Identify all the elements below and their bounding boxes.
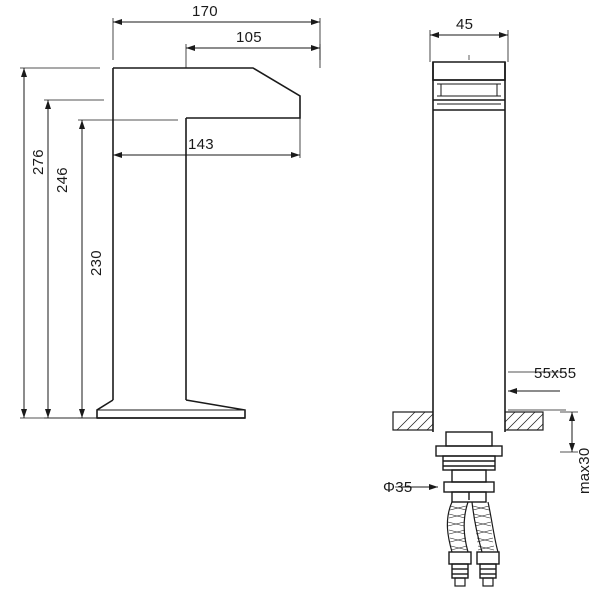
hose-braid — [448, 506, 494, 550]
dim-label-276: 276 — [30, 149, 47, 175]
hose-tips — [455, 578, 493, 586]
dim-55x55-line — [508, 388, 560, 394]
flexible-hoses — [447, 502, 498, 552]
hose-fittings — [449, 552, 499, 578]
side-tap-outline — [433, 62, 505, 410]
dim-label-55x55: 55x55 — [534, 365, 577, 382]
dim-label-phi35: Φ35 — [383, 479, 413, 496]
dim-230-line — [79, 120, 85, 418]
dim-276-line — [21, 68, 27, 418]
dim-label-230: 230 — [88, 250, 105, 276]
dim-246-line — [45, 100, 51, 418]
dim-label-105: 105 — [236, 29, 262, 46]
dim-max30-line — [569, 412, 575, 452]
side-handle-detail — [437, 84, 501, 104]
front-tap-outline — [97, 68, 300, 418]
front-extension-lines — [20, 18, 320, 418]
dim-label-246: 246 — [54, 167, 71, 193]
dim-label-170: 170 — [192, 3, 218, 20]
mounting-assembly — [436, 432, 502, 502]
dim-label-45: 45 — [456, 16, 474, 33]
dim-label-143: 143 — [188, 136, 214, 153]
dim-label-max30: max30 — [576, 447, 593, 494]
